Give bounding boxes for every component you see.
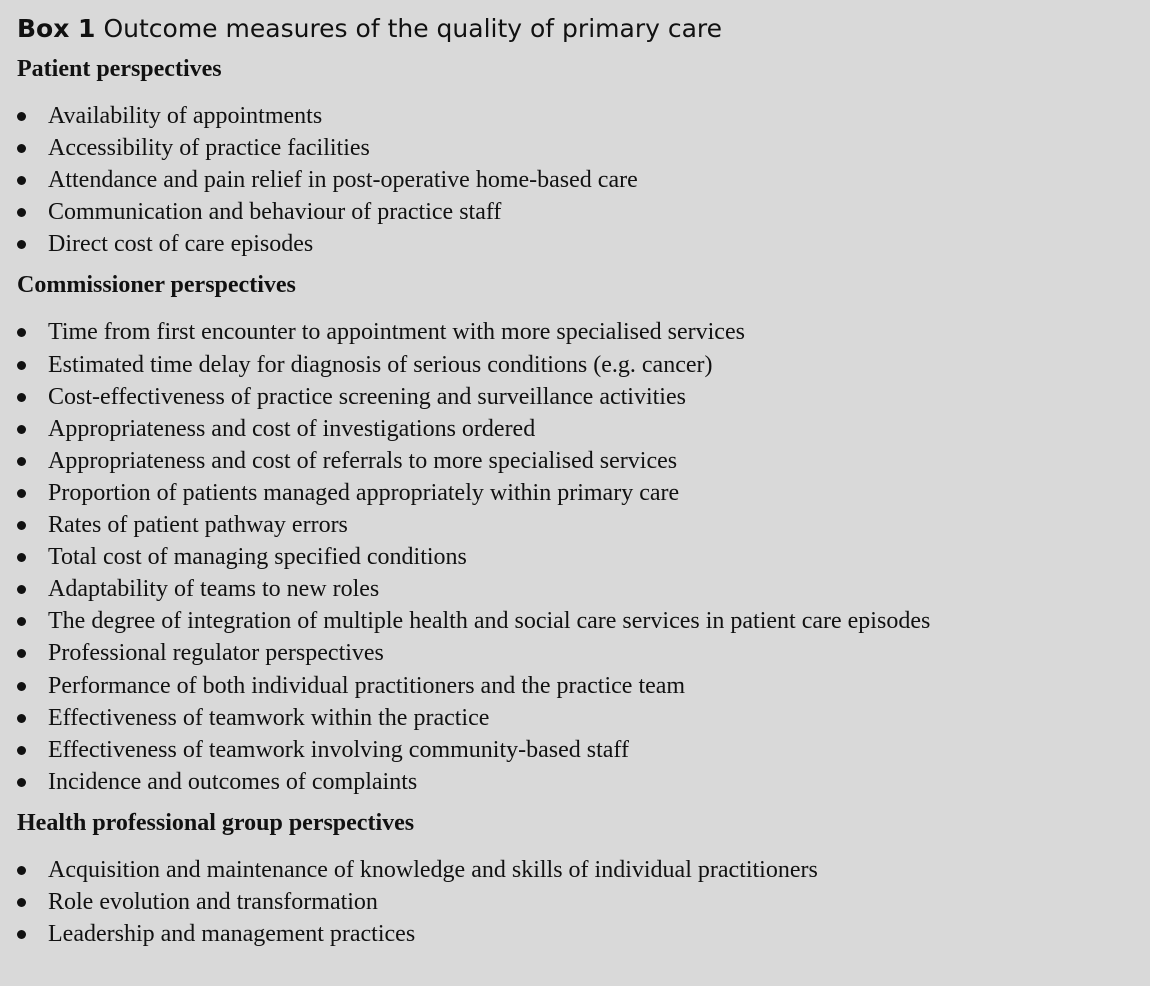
box-label: Box 1 xyxy=(17,14,96,43)
section-heading-commissioner: Commissioner perspectives xyxy=(17,272,296,299)
list-item: Direct cost of care episodes xyxy=(17,228,1150,260)
list-item: Acquisition and maintenance of knowledge and skills of individual practitioners xyxy=(17,854,1150,886)
list-item: Proportion of patients managed appropriately within primary care xyxy=(17,477,1150,509)
list-item: Cost-effectiveness of practice screening and surveillance activities xyxy=(17,381,1150,413)
list-item: Appropriateness and cost of investigations ordered xyxy=(17,413,1150,445)
list-item: Performance of both individual practitioners and the practice team xyxy=(17,670,1150,702)
section-heading-patient: Patient perspectives xyxy=(17,56,222,82)
commissioner-perspectives-list xyxy=(17,316,1150,797)
list-item: Incidence and outcomes of complaints xyxy=(17,766,1150,798)
list-item: Total cost of managing specified conditions xyxy=(17,541,1150,573)
box-title-text: Outcome measures of the quality of primary care xyxy=(103,14,723,43)
section-heading-health-professional: Health professional group perspectives xyxy=(17,809,415,836)
patient-perspectives-list xyxy=(17,100,1150,260)
list-item: Effectiveness of teamwork involving community-based staff xyxy=(17,734,1150,766)
list-item: Estimated time delay for diagnosis of serious conditions (e.g. cancer) xyxy=(17,349,1150,381)
list-item: Rates of patient pathway errors xyxy=(17,509,1150,541)
box-title xyxy=(17,12,1150,46)
list-item: Adaptability of teams to new roles xyxy=(17,573,1150,605)
list-item: Availability of appointments xyxy=(17,100,1150,132)
list-item: Attendance and pain relief in post-operative home-based care xyxy=(17,164,1150,196)
list-item: Professional regulator perspectives xyxy=(17,637,1150,669)
list-item: Communication and behaviour of practice staff xyxy=(17,196,1150,228)
health-professional-perspectives-list xyxy=(17,854,1150,950)
list-item: Time from first encounter to appointment with more specialised services xyxy=(17,316,1150,348)
list-item: Appropriateness and cost of referrals to more specialised services xyxy=(17,445,1150,477)
list-item: Effectiveness of teamwork within the practice xyxy=(17,702,1150,734)
list-item: Leadership and management practices xyxy=(17,918,1150,950)
list-item: The degree of integration of multiple health and social care services in patient care episodes xyxy=(17,605,1150,637)
list-item: Role evolution and transformation xyxy=(17,886,1150,918)
list-item: Accessibility of practice facilities xyxy=(17,132,1150,164)
